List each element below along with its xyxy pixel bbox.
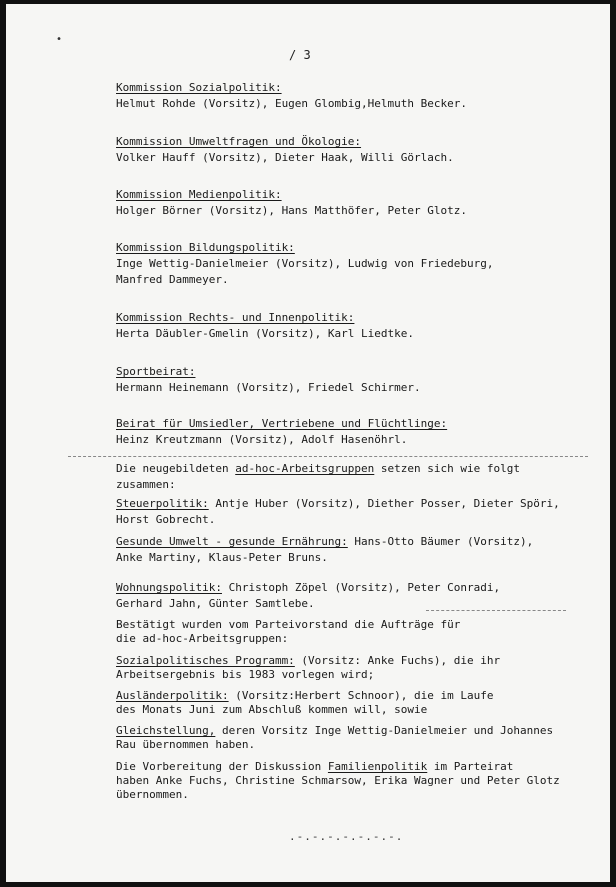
- commission-heading: Kommission Medienpolitik:: [116, 188, 282, 201]
- group-label: Gesunde Umwelt - gesunde Ernährung:: [116, 535, 348, 548]
- end-mark: .-.-.-.-.-.-.-.: [289, 830, 404, 843]
- commission-education: [116, 240, 494, 288]
- adhoc-group-housing: [116, 580, 500, 612]
- commission-members: Inge Wettig-Danielmeier (Vorsitz), Ludwig von Friedeburg,: [116, 257, 494, 270]
- separator-line: [426, 610, 566, 611]
- mandate-equality: [116, 724, 553, 752]
- closing-line2: haben Anke Fuchs, Christine Schmarsow, Erika Wagner und Peter Glotz: [116, 774, 560, 787]
- adhoc-intro-line2: zusammen:: [116, 478, 176, 491]
- mandate-text-cont: Arbeitsergebnis bis 1983 vorlegen wird;: [116, 668, 375, 681]
- adhoc-intro: [116, 461, 520, 493]
- commission-heading: Kommission Rechts- und Innenpolitik:: [116, 311, 355, 324]
- commission-heading: Kommission Sozialpolitik:: [116, 81, 282, 94]
- commission-heading: Kommission Bildungspolitik:: [116, 241, 295, 254]
- closing-post: im Parteirat: [427, 760, 514, 773]
- group-members-cont: Horst Gobrecht.: [116, 513, 216, 526]
- mandate-text: (Vorsitz: Anke Fuchs), die ihr: [294, 654, 501, 667]
- adhoc-intro-link: ad-hoc-Arbeitsgruppen: [235, 462, 375, 475]
- group-members-cont: Gerhard Jahn, Günter Samtlebe.: [116, 597, 315, 610]
- scan-speck: •: [56, 34, 63, 45]
- commission-law: [116, 310, 414, 342]
- adhoc-group-health: [116, 534, 533, 566]
- commission-social: [116, 80, 467, 112]
- mandates-intro: [116, 618, 460, 646]
- mandate-text: (Vorsitz:Herbert Schnoor), die im Laufe: [228, 689, 494, 702]
- commission-sport: [116, 364, 421, 396]
- commission-heading: Beirat für Umsiedler, Vertriebene und Flüchtlinge:: [116, 417, 448, 430]
- mandate-social-programme: [116, 654, 500, 682]
- mandates-intro-line1: Bestätigt wurden vom Parteivorstand die Aufträge für: [116, 618, 461, 631]
- mandate-label: Gleichstellung,: [116, 724, 216, 737]
- commission-members: Heinz Kreutzmann (Vorsitz), Adolf Hasenöhrl.: [116, 433, 408, 446]
- group-label: Wohnungspolitik:: [116, 581, 222, 594]
- group-members: Hans-Otto Bäumer (Vorsitz),: [347, 535, 534, 548]
- group-label: Steuerpolitik:: [116, 497, 209, 510]
- closing-paragraph: [116, 760, 560, 802]
- commission-heading: Kommission Umweltfragen und Ökologie:: [116, 135, 362, 148]
- commission-environment: [116, 134, 454, 166]
- mandate-text-cont: des Monats Juni zum Abschluß kommen will, sowie: [116, 703, 428, 716]
- mandates-intro-line2: die ad-hoc-Arbeitsgruppen:: [116, 632, 289, 645]
- closing-link: Familienpolitik: [327, 760, 428, 773]
- adhoc-intro-post: setzen sich wie folgt: [374, 462, 520, 475]
- commission-members: Helmut Rohde (Vorsitz), Eugen Glombig,Helmuth Becker.: [116, 97, 467, 110]
- closing-pre: Die Vorbereitung der Diskussion: [116, 760, 328, 773]
- mandate-foreigners: [116, 689, 494, 717]
- commission-media: [116, 187, 467, 219]
- mandate-label: Ausländerpolitik:: [116, 689, 229, 702]
- commission-members: Manfred Dammeyer.: [116, 273, 229, 286]
- mandate-text: deren Vorsitz Inge Wettig-Danielmeier und Johannes: [215, 724, 554, 737]
- commission-refugees: [116, 416, 447, 448]
- commission-members: Volker Hauff (Vorsitz), Dieter Haak, Willi Görlach.: [116, 151, 454, 164]
- mandate-text-cont: Rau übernommen haben.: [116, 738, 256, 751]
- closing-line3: übernommen.: [116, 788, 189, 801]
- commission-members: Holger Börner (Vorsitz), Hans Matthöfer, Peter Glotz.: [116, 204, 467, 217]
- mandate-label: Sozialpolitisches Programm:: [116, 654, 295, 667]
- adhoc-intro-pre: Die neugebildeten: [116, 462, 236, 475]
- page-number: / 3: [289, 48, 311, 62]
- group-members: Antje Huber (Vorsitz), Diether Posser, Dieter Spöri,: [208, 497, 560, 510]
- adhoc-group-tax: [116, 496, 560, 528]
- commission-heading: Sportbeirat:: [116, 365, 196, 378]
- commission-members: Herta Däubler-Gmelin (Vorsitz), Karl Liedtke.: [116, 327, 415, 340]
- separator-line: [68, 456, 588, 457]
- group-members: Christoph Zöpel (Vorsitz), Peter Conradi,: [221, 581, 501, 594]
- commission-members: Hermann Heinemann (Vorsitz), Friedel Schirmer.: [116, 381, 421, 394]
- group-members-cont: Anke Martiny, Klaus-Peter Bruns.: [116, 551, 328, 564]
- document-page: [6, 4, 610, 882]
